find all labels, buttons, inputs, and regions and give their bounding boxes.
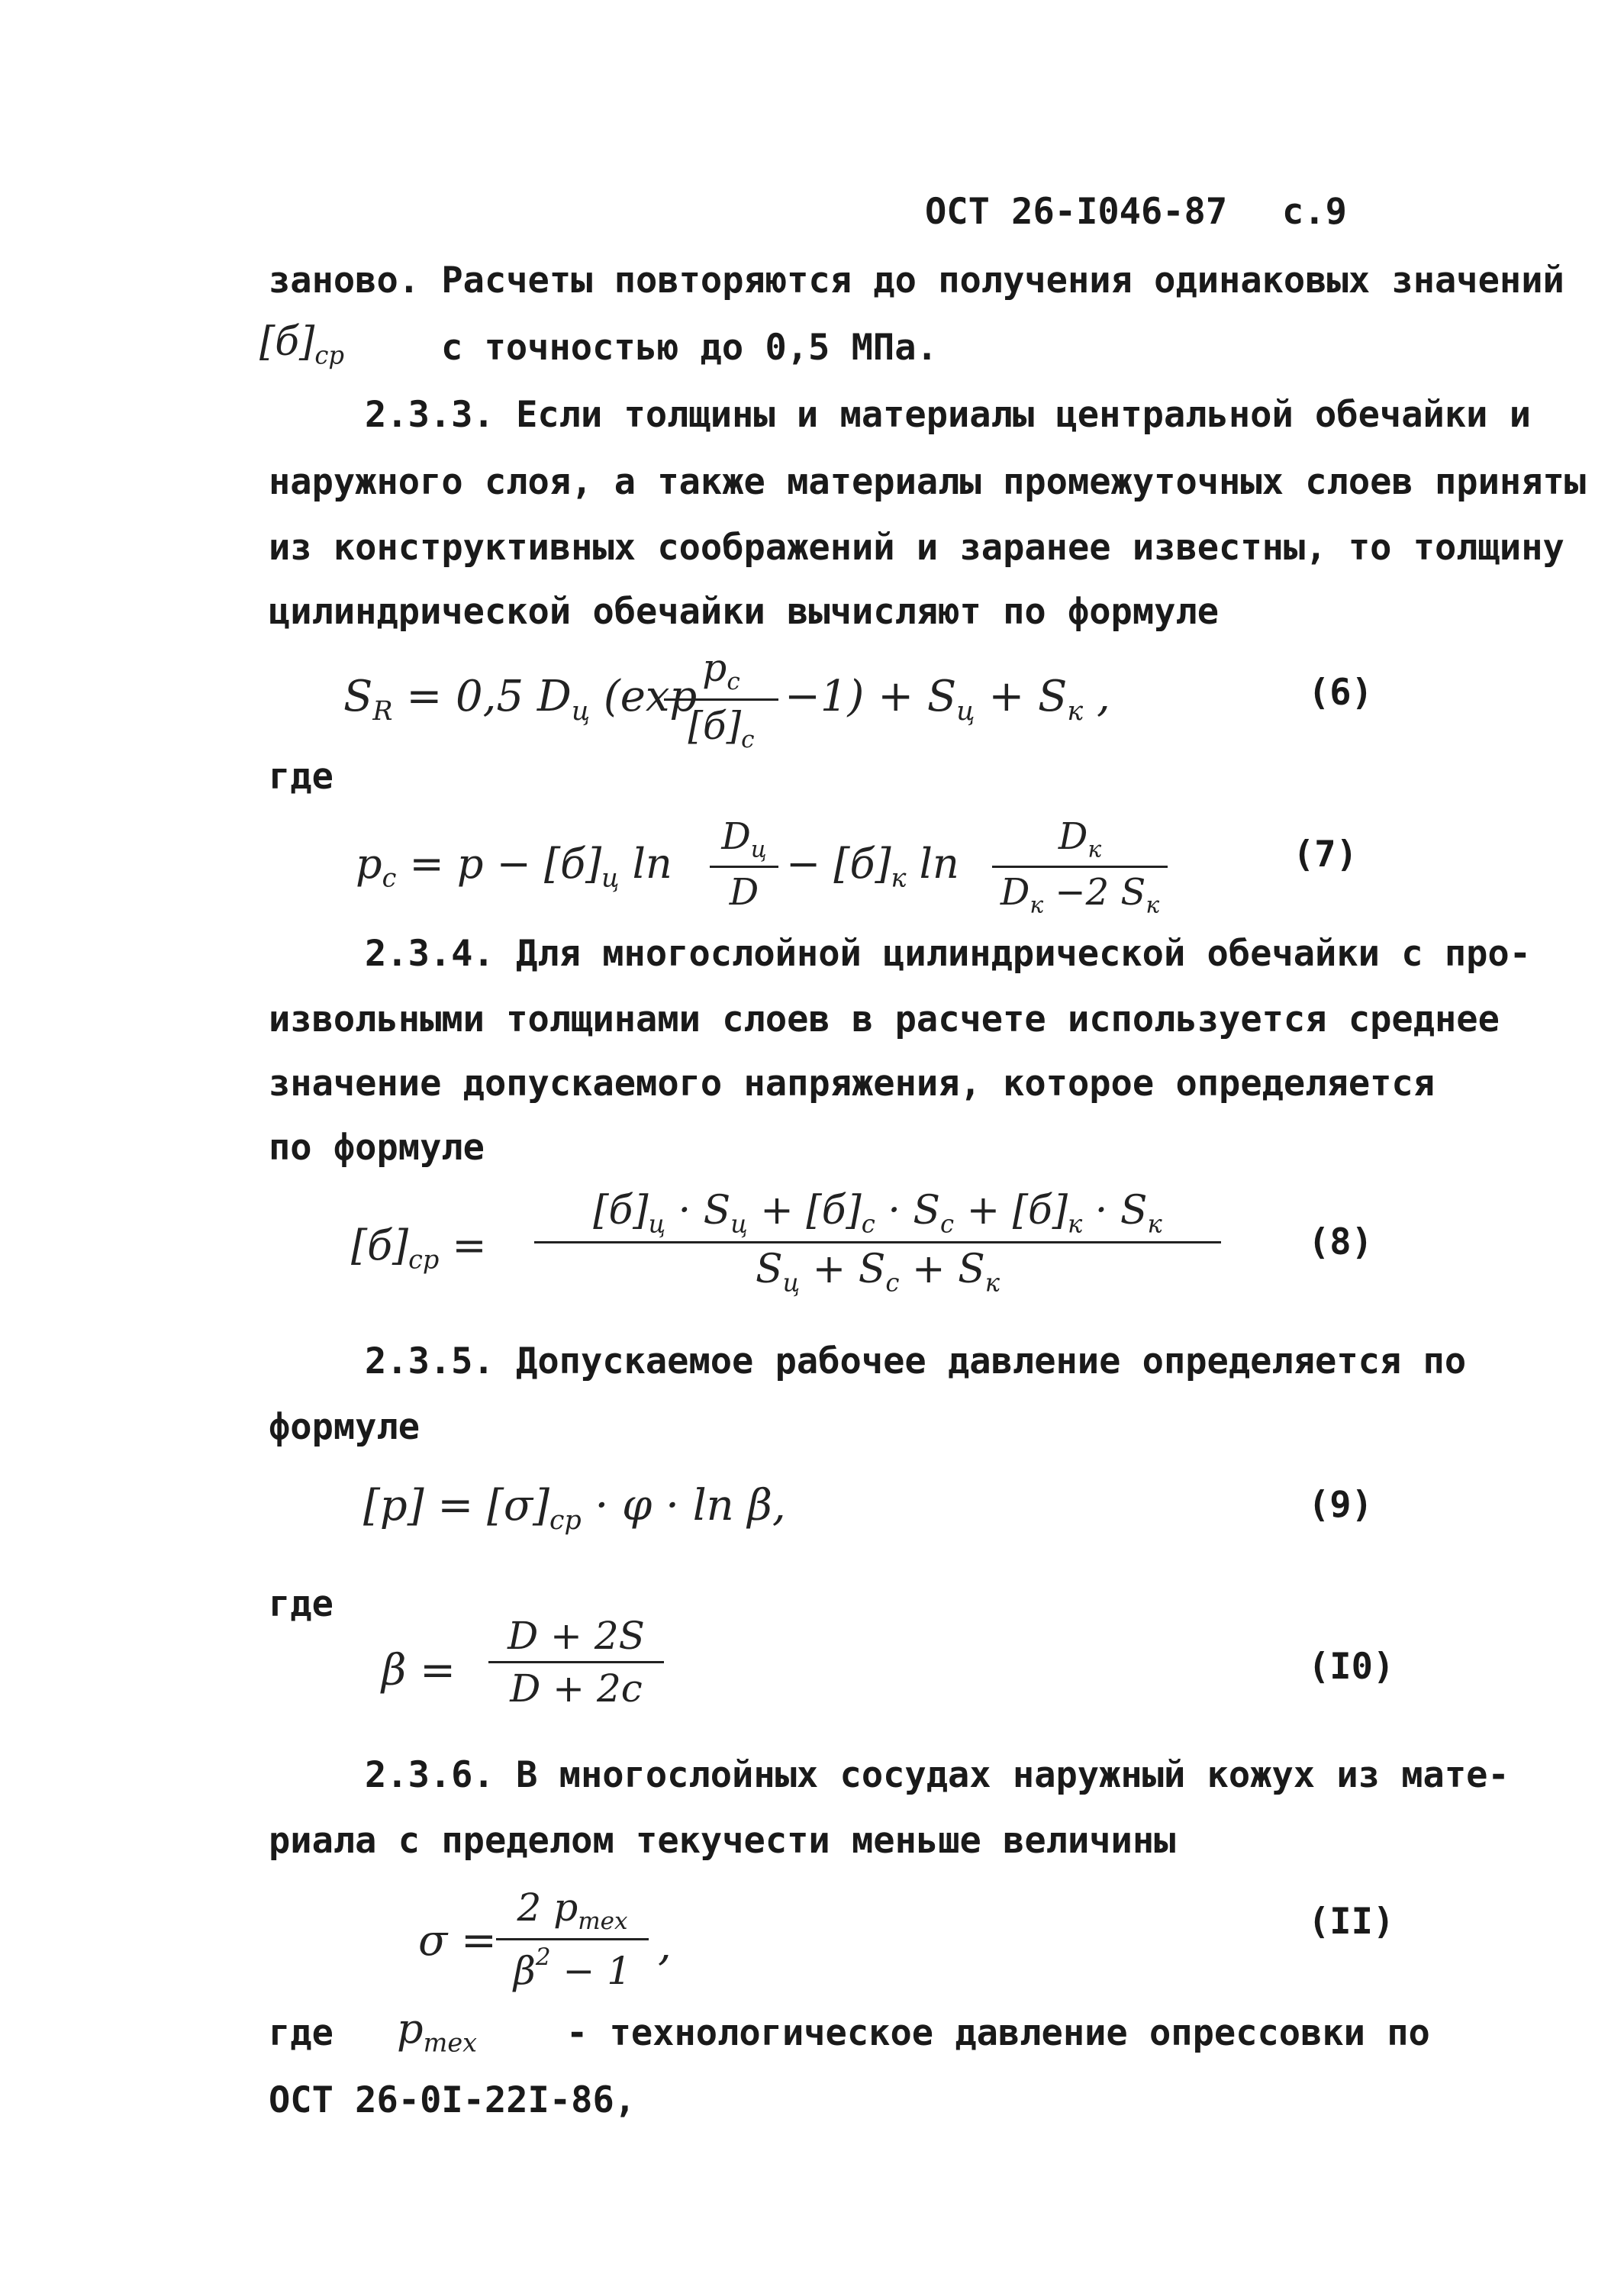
equation-number-8: (8): [1308, 1221, 1373, 1263]
paragraph-2-3-4-line: 2.3.4. Для многослойной цилиндрической обечайки с про-: [365, 933, 1532, 975]
paragraph-2-3-5-line: формуле: [269, 1406, 420, 1448]
page-number: с.9: [1282, 191, 1347, 233]
paragraph-2-3-4-line: по формуле: [269, 1127, 485, 1169]
paragraph-2-3-6-line: риала с пределом текучести меньше величины: [269, 1820, 1176, 1862]
formula-10-lhs: β =: [382, 1646, 456, 1695]
where-label: где: [269, 2012, 334, 2054]
formula-7-fraction-2: $D_к$ $D_к -2$ $S_к$: [992, 815, 1168, 919]
where-label: где: [269, 756, 334, 798]
doc-header-code: ОСТ 26-I046-87: [925, 191, 1228, 233]
formula-7-fraction-1: $D_ц$ D: [710, 815, 778, 914]
formula-11-tail: ,: [658, 1921, 672, 1970]
text-line: ОСТ 26-0I-22I-86,: [269, 2079, 636, 2121]
paragraph-2-3-3-line: наружного слоя, а также материалы промежуточных слоев приняты: [269, 461, 1587, 503]
paragraph-2-3-3-line: цилиндрической обечайки вычисляют по формуле: [269, 591, 1220, 633]
formula-7-mid: − $[б]_к$ ln: [786, 840, 959, 893]
text-line: заново. Расчеты повторяются до получения одинаковых значений: [269, 260, 1564, 302]
handwritten-sigma-cp: $[б]_{ср}$: [259, 319, 345, 370]
formula-9: $[p] = [\sigma]_{ср} \cdot \varphi \cdot \ln \beta$,: [363, 1481, 786, 1537]
paragraph-2-3-6-line: 2.3.6. В многослойных сосудах наружный кожух из мате-: [365, 1754, 1510, 1796]
equation-number-11: (II): [1308, 1901, 1395, 1943]
equation-number-9: (9): [1308, 1484, 1373, 1526]
paragraph-2-3-4-line: значение допускаемого напряжения, которое определяется: [269, 1063, 1436, 1105]
formula-8-lhs: $[б]_{ср}$ =: [351, 1221, 487, 1275]
formula-6-tail: $-1) + S_ц + S_к$ ,: [785, 672, 1110, 727]
paragraph-2-3-4-line: извольными толщинами слоев в расчете используется среднее: [269, 998, 1500, 1040]
where-label: где: [269, 1583, 334, 1625]
equation-number-7: (7): [1293, 834, 1358, 876]
formula-8-fraction: $[б]_ц \cdot S_ц + [б]_с \cdot S_с + [б]_к \cdot S_к$ $S_ц + S_с + S_к$: [534, 1188, 1221, 1298]
paragraph-2-3-5-line: 2.3.5. Допускаемое рабочее давление определяется по: [365, 1340, 1467, 1382]
paragraph-2-3-3-line: 2.3.3. Если толщины и материалы центральной обечайки и: [365, 394, 1532, 436]
equation-number-10: (I0): [1308, 1646, 1395, 1688]
formula-11-lhs: σ =: [418, 1916, 497, 1966]
formula-6-fraction: $p_c$ $[б]_c$: [664, 646, 778, 753]
equation-number-6: (6): [1308, 672, 1373, 714]
handwritten-p-tex: $p_{тех}$: [397, 2005, 477, 2058]
paragraph-2-3-3-line: из конструктивных соображений и заранее известны, то толщину: [269, 527, 1564, 569]
formula-10-fraction: D + 2S D + 2c: [488, 1614, 664, 1711]
formula-7: $p_c = p - [б]_ц$ ln: [356, 840, 672, 893]
formula-11-fraction: 2 $p_{тех}$ $\beta^2 - 1$: [496, 1885, 649, 1993]
text-line: с точностью до 0,5 МПа.: [441, 327, 938, 369]
formula-6: $S_R = 0,5$ $D_ц$ (exp: [343, 672, 698, 727]
text-line: - технологическое давление опрессовки по: [566, 2012, 1430, 2054]
